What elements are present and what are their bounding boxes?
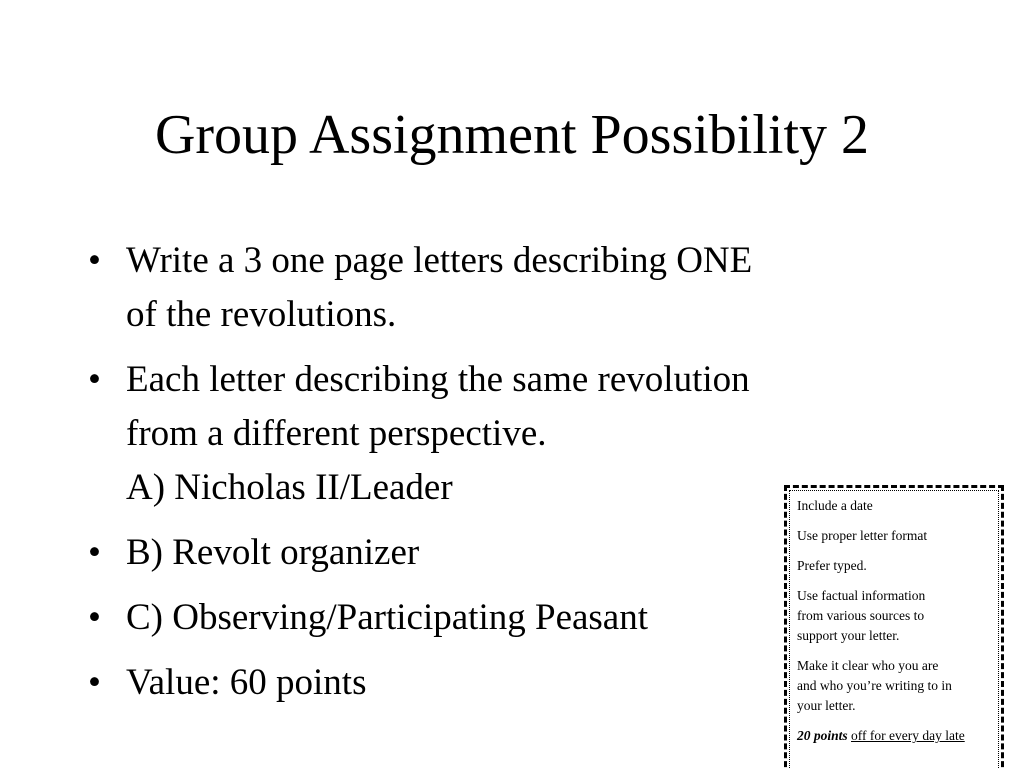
slide-title: Group Assignment Possibility 2 — [154, 104, 870, 166]
note-text: and who you’re writing to in — [797, 678, 952, 693]
bullet-dot-icon: • — [88, 240, 101, 281]
bullet-dot-icon: • — [88, 662, 101, 703]
note-text: Make it clear who you are — [797, 658, 939, 673]
note-text: Include a date — [797, 498, 873, 513]
late-penalty-note — [797, 726, 991, 746]
note-item — [797, 556, 991, 576]
note-item — [797, 496, 991, 516]
bullet-text-line: B) Revolt organizer — [126, 532, 420, 573]
bullet-item — [88, 234, 918, 342]
late-penalty-points: 20 points — [797, 728, 848, 743]
note-text: Prefer typed. — [797, 558, 867, 573]
note-item — [797, 586, 991, 646]
bullet-text-line: Each letter describing the same revolution — [126, 359, 750, 400]
bullet-text-line: A) Nicholas II/Leader — [126, 467, 453, 508]
bullet-text-line: of the revolutions. — [126, 294, 397, 335]
bullet-text-line: Write a 3 one page letters describing ONE — [126, 240, 753, 281]
note-item — [797, 656, 991, 716]
bullet-dot-icon: • — [88, 359, 101, 400]
bullet-text-line: from a different perspective. — [126, 413, 547, 454]
note-text: Use proper letter format — [797, 528, 928, 543]
bullet-dot-icon: • — [88, 532, 101, 573]
note-text: Use factual information — [797, 588, 926, 603]
late-penalty-text: off for every day late — [851, 728, 965, 743]
note-item — [797, 526, 991, 546]
bullet-text-line: C) Observing/Participating Peasant — [126, 597, 649, 638]
bullet-text-line: Value: 60 points — [126, 662, 367, 703]
requirements-note-box — [784, 485, 1004, 768]
note-text: your letter. — [797, 698, 856, 713]
note-text: support your letter. — [797, 628, 900, 643]
note-text: from various sources to — [797, 608, 925, 623]
bullet-dot-icon: • — [88, 597, 101, 638]
